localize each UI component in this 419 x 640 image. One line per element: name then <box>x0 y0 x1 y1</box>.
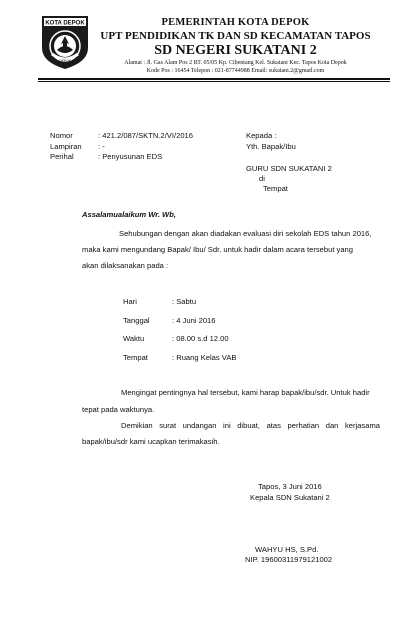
letterhead-divider-thick <box>38 78 390 80</box>
recipient-tempat: Tempat <box>263 184 288 193</box>
detail-value: : Ruang Kelas VAB <box>172 353 237 362</box>
para1-line3: akan dilaksanakan pada : <box>82 261 169 270</box>
para1-line1: Sehubungan dengan akan diadakan evaluasi diri sekolah EDS tahun 2016, <box>119 229 372 238</box>
logo-ring-text: DEPOK <box>59 59 71 63</box>
letterhead-line2: UPT PENDIDIKAN TK DAN SD KECAMATAN TAPOS <box>100 30 371 42</box>
nomor-label: Nomor <box>50 131 73 140</box>
recipient-di: di <box>259 174 265 183</box>
greeting: Assalamualaikum Wr. Wb, <box>82 210 176 219</box>
letterhead-line3: SD NEGERI SUKATANI 2 <box>154 43 317 58</box>
perihal-label: Perihal <box>50 152 74 161</box>
nomor-value: : 421.2/087/SKTN.2/VI/2016 <box>98 131 193 140</box>
para2-line1: Mengingat pentingnya hal tersebut, kami harap bapak/ibu/sdr. Untuk hadir <box>121 388 370 397</box>
letterhead-address1: Alamat : Jl. Gas Alam Pos 2 RT. 05/05 Kp. Cibentang Kel. Sukatani Kec. Tapos Kota Depok <box>124 60 347 66</box>
detail-label: Waktu <box>123 334 145 343</box>
lampiran-value: : - <box>98 142 105 151</box>
para1-line2: maka kami mengundang Bapak/ Ibu/ Sdr. untuk hadir dalam acara tersebut yang <box>82 245 354 254</box>
signature-place-date: Tapos, 3 Juni 2016 <box>258 482 322 491</box>
signature-nip: NIP. 19600311979121002 <box>245 555 333 564</box>
recipient-name: GURU SDN SUKATANI 2 <box>246 164 332 173</box>
detail-label: Tempat <box>123 353 148 362</box>
recipient-yth: Yth. Bapak/Ibu <box>246 142 296 151</box>
detail-label: Tanggal <box>123 316 150 325</box>
recipient-kepada: Kepada : <box>246 131 277 140</box>
para3-line2: bapak/ibu/sdr kami ucapkan terimakasih. <box>82 437 220 446</box>
detail-label: Hari <box>123 297 137 306</box>
detail-value: : 4 Juni 2016 <box>172 316 216 325</box>
detail-value: : Sabtu <box>172 297 197 306</box>
signature-title: Kepala SDN Sukatani 2 <box>250 493 330 502</box>
letterhead-divider-thin <box>38 81 390 82</box>
para2-line2: tepat pada waktunya. <box>82 405 155 414</box>
perihal-value: : Penyusunan EDS <box>98 152 163 161</box>
detail-value: : 08.00 s.d 12.00 <box>172 334 229 343</box>
lampiran-label: Lampiran <box>50 142 82 151</box>
letterhead-line1: PEMERINTAH KOTA DEPOK <box>161 17 310 28</box>
logo-text: KOTA DEPOK <box>45 20 85 27</box>
para3-line1: Demikian surat undangan ini dibuat, atas perhatian dan kerjasama <box>121 421 380 430</box>
signature-name: WAHYU HS, S.Pd. <box>255 545 319 554</box>
letterhead-address2: Kode Pos : 16454 Telepon : 021-87744988 Email: sukatani.2@gmail.com <box>146 68 325 74</box>
